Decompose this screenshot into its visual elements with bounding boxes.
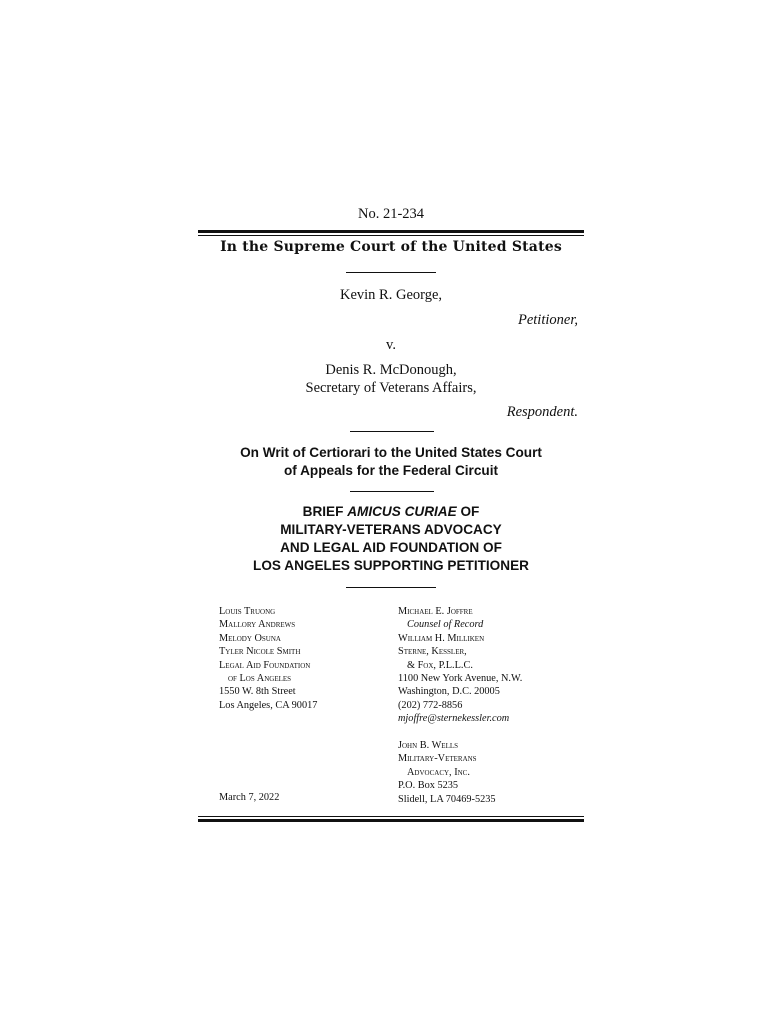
- street-address: 1550 W. 8th Street: [219, 686, 296, 698]
- organization-name: Legal Aid Foundation: [219, 659, 311, 671]
- petitioner-role: Petitioner,: [517, 312, 578, 328]
- brief-title-line-2: MILITARY-VETERANS ADVOCACY: [280, 522, 502, 537]
- firm-name: Sterne, Kessler,: [398, 646, 467, 658]
- firm-name-cont: & Fox, P.L.L.C.: [407, 659, 473, 671]
- counsel-name: Tyler Nicole Smith: [219, 646, 301, 658]
- bottom-thin-rule: [198, 816, 584, 817]
- filing-date: March 7, 2022: [219, 792, 280, 803]
- counsel-name: Louis Truong: [219, 606, 276, 617]
- city-state-zip: Washington, D.C. 20005: [398, 686, 500, 698]
- counsel-name: William H. Milliken: [398, 632, 485, 644]
- divider-rule: [346, 587, 436, 588]
- court-name: In the Supreme Court of the United States: [220, 239, 562, 255]
- respondent-title: Secretary of Veterans Affairs,: [305, 380, 477, 396]
- email-address: mjoffre@sternekessler.com: [398, 713, 510, 725]
- phone-number: (202) 772-8856: [398, 699, 463, 711]
- counsel-name: Melody Osuna: [219, 632, 281, 644]
- amicus-curiae: AMICUS CURIAE: [347, 504, 457, 519]
- respondent-role: Respondent.: [506, 404, 578, 420]
- city-state-zip: Slidell, LA 70469-5235: [398, 793, 496, 805]
- organization-name-cont: of Los Angeles: [228, 673, 292, 685]
- brief-prefix: BRIEF: [302, 504, 348, 519]
- bottom-thick-rule: [198, 819, 584, 822]
- divider-rule: [350, 431, 434, 432]
- counsel-of-record: Counsel of Record: [407, 619, 484, 631]
- petitioner-name: Kevin R. George,: [339, 287, 443, 303]
- counsel-name: Mallory Andrews: [219, 619, 296, 631]
- organization-name: Military-Veterans: [398, 753, 477, 765]
- writ-line-1: On Writ of Certiorari to the United States Court: [240, 445, 542, 460]
- city-state-zip: Los Angeles, CA 90017: [219, 699, 318, 711]
- top-thick-rule: [198, 230, 584, 233]
- po-box: P.O. Box 5235: [398, 780, 459, 792]
- organization-name-cont: Advocacy, Inc.: [407, 766, 470, 778]
- versus: v.: [386, 337, 396, 353]
- street-address: 1100 New York Avenue, N.W.: [398, 673, 523, 685]
- left-counsel-block: [219, 605, 317, 712]
- respondent-name: Denis R. McDonough,: [325, 362, 457, 378]
- brief-title-line-3: AND LEGAL AID FOUNDATION OF: [280, 540, 502, 555]
- brief-title-line-1: [198, 503, 584, 521]
- spacer: [398, 726, 522, 739]
- writ-line-2: of Appeals for the Federal Circuit: [283, 463, 498, 478]
- docket-number: No. 21-234: [357, 206, 425, 222]
- brief-title-line-4: LOS ANGELES SUPPORTING PETITIONER: [253, 558, 529, 573]
- brief-suffix: OF: [456, 504, 480, 519]
- divider-rule: [346, 272, 436, 273]
- counsel-name: John B. Wells: [398, 740, 459, 752]
- right-counsel-block: [398, 605, 522, 806]
- divider-rule: [350, 491, 434, 492]
- top-thin-rule: [198, 235, 584, 236]
- counsel-name: Michael E. Joffre: [398, 606, 473, 617]
